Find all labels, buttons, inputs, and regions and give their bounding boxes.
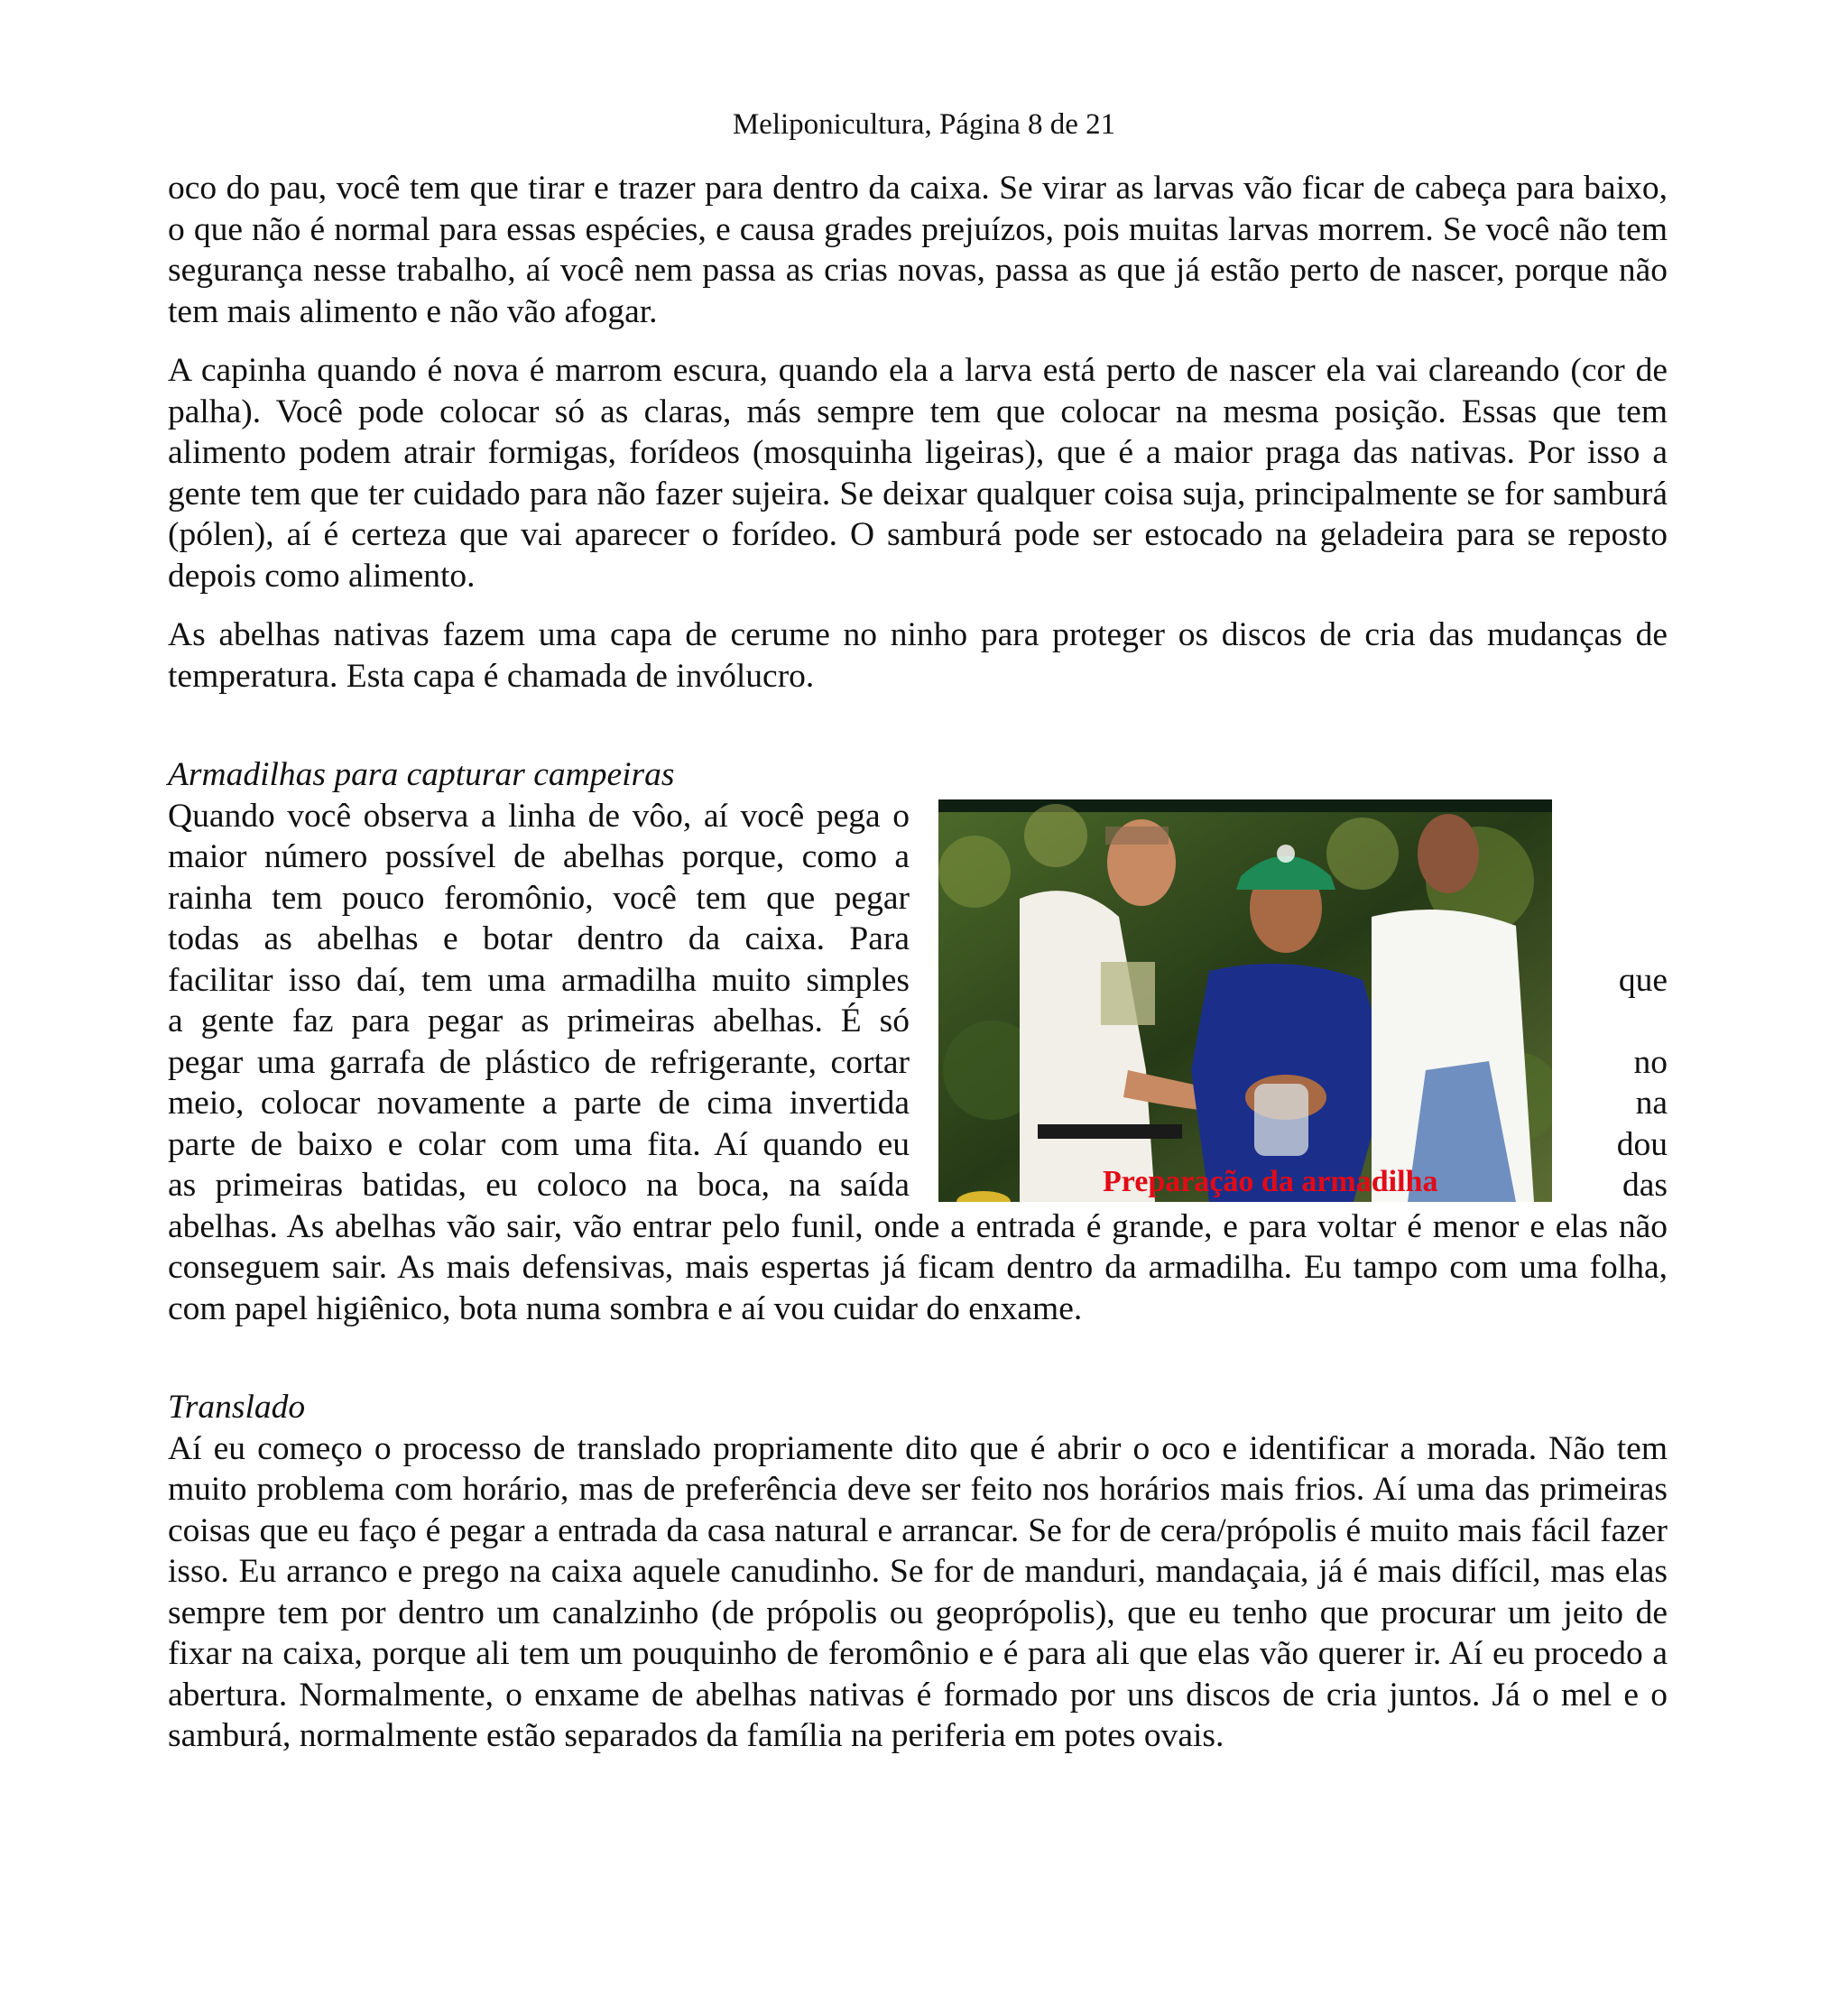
wrapped-word: das	[1622, 1167, 1668, 1204]
wrapped-line: meio, colocar novamente a parte de cima invertida	[168, 1085, 910, 1122]
right-text-column	[1595, 796, 1668, 1206]
paragraph-3: As abelhas nativas fazem uma capa de cerume no ninho para proteger os discos de cria das mudanças de temperatura. Esta capa é chamada de invólucro.	[168, 616, 1668, 695]
wrapped-word	[1595, 836, 1668, 878]
wrapped-line: maior número possível de abelhas porque, como a	[168, 838, 910, 875]
page-content	[168, 168, 1668, 1757]
wrapped-text-block	[168, 796, 1668, 1206]
wrapped-line: pegar uma garrafa de plástico de refrigerante, cortar	[168, 1043, 910, 1081]
wrapped-word	[1595, 878, 1668, 919]
wrapped-word	[1595, 919, 1668, 960]
trap-preparation-photo	[938, 799, 1552, 1202]
wrapped-word: que	[1618, 961, 1668, 999]
wrapped-line: as primeiras batidas, eu coloco na boca, na saída	[168, 1167, 910, 1204]
section-heading-translado: Translado	[168, 1389, 306, 1426]
section2-text: Aí eu começo o processo de translado propriamente dito que é abrir o oco e identificar a morada. Não tem muito problema com horário, mas de preferência deve ser feito nos horários mais frios. Aí uma das primeiras coisas que eu faço é pegar a entrada da casa natural e arrancar. Se for de cera/própolis é muito mais fácil fazer isso. Eu arranco e prego na caixa aquele canudinho. Se for de manduri, mandaçaia, já é mais difícil, mas elas sempre tem por dentro um canalzinho (de própolis ou geoprópolis), que eu tenho que procurar um jeito de fixar na caixa, porque ali tem um pouquinho de feromônio e é para ali que elas vão querer ir. Aí eu procedo a abertura. Normalmente, o enxame de abelhas nativas é formado por uns discos de cria juntos. Já o mel e o samburá, normalmente estão separados da família na periferia em potes ovais.	[168, 1429, 1668, 1754]
section-heading-armadilhas: Armadilhas para capturar campeiras	[168, 756, 675, 793]
wrapped-word: na	[1635, 1085, 1668, 1122]
wrapped-line: a gente faz para pegar as primeiras abelhas. É só	[168, 1002, 910, 1039]
wrapped-word	[1595, 796, 1668, 837]
paragraph-1: oco do pau, você tem que tirar e trazer para dentro da caixa. Se virar as larvas vão ficar de cabeça para baixo, o que não é normal para essas espécies, e causa grades prejuízos, pois muitas larvas morrem. Se você não tem segurança nesse trabalho, aí você nem passa as crias novas, passa as que já estão perto de nascer, porque não tem mais alimento e não vão afogar.	[168, 170, 1668, 330]
section1-continuation: abelhas. As abelhas vão sair, vão entrar pelo funil, onde a entrada é grande, e para voltar é menor e elas não conseguem sair. As mais defensivas, mais espertas já ficam dentro da armadilha. Eu tampo com uma folha, com papel higiênico, bota numa sombra e aí vou cuidar do enxame.	[168, 1207, 1668, 1327]
page-header: Meliponicultura, Página 8 de 21	[732, 108, 1116, 141]
wrapped-line: rainha tem pouco feromônio, você tem que pegar	[168, 879, 910, 917]
photo-caption: Preparação da armadilha	[1103, 1164, 1438, 1198]
wrapped-word: dou	[1616, 1125, 1668, 1163]
left-text-column	[168, 796, 910, 1206]
wrapped-line: facilitar isso daí, tem uma armadilha muito simples	[168, 961, 910, 999]
wrapped-line: Quando você observa a linha de vôo, aí você pega o	[168, 797, 910, 835]
wrapped-word: no	[1633, 1043, 1668, 1081]
wrapped-line: todas as abelhas e botar dentro da caixa. Para	[168, 920, 910, 957]
wrapped-line: parte de baixo e colar com uma fita. Aí quando eu	[168, 1125, 910, 1163]
wrapped-word	[1595, 1001, 1668, 1042]
paragraph-2: A capinha quando é nova é marrom escura, quando ela a larva está perto de nascer ela vai clareando (cor de palha). Você pode colocar só as claras, más sempre tem que colocar na mesma posição. Essas que tem alimento podem atrair formigas, forídeos (mosquinha ligeiras), que é a maior praga das nativas. Por isso a gente tem que ter cuidado para não fazer sujeira. Se deixar qualquer coisa suja, principalmente se for samburá (pólen), aí é certeza que vai aparecer o forídeo. O samburá pode ser estocado na geladeira para se reposto depois como alimento.	[168, 352, 1668, 595]
